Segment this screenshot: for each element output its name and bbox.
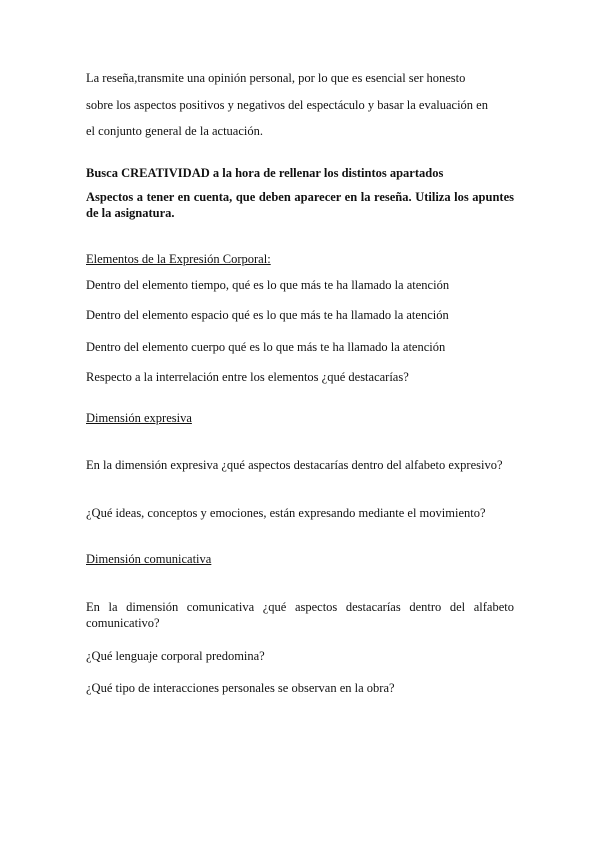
intro-line-2: sobre los aspectos positivos y negativos del espectáculo y basar la evaluación en: [86, 98, 488, 112]
question-lenguaje-corporal: ¿Qué lenguaje corporal predomina?: [86, 649, 265, 663]
question-tiempo: Dentro del elemento tiempo, qué es lo que más te ha llamado la atención: [86, 278, 450, 292]
intro-line-1: La reseña,transmite una opinión personal, por lo que es esencial ser honesto: [86, 71, 466, 85]
question-interrelacion: Respecto a la interrelación entre los elementos ¿qué destacarías?: [86, 370, 409, 384]
creatividad-note: Busca CREATIVIDAD a la hora de rellenar los distintos apartados: [86, 166, 444, 180]
question-cuerpo: Dentro del elemento cuerpo qué es lo que más te ha llamado la atención: [86, 340, 446, 354]
section-heading-comunicativa: Dimensión comunicativa: [86, 552, 212, 566]
question-alfabeto-expresivo: En la dimensión expresiva ¿qué aspectos destacarías dentro del alfabeto expresivo?: [86, 458, 503, 472]
aspectos-note: Aspectos a tener en cuenta, que deben aparecer en la reseña. Utiliza los apuntes de la asignatura.: [86, 190, 514, 220]
question-espacio: Dentro del elemento espacio qué es lo que más te ha llamado la atención: [86, 308, 449, 322]
intro-line-3: el conjunto general de la actuación.: [86, 124, 264, 138]
section-heading-elementos: Elementos de la Expresión Corporal:: [86, 252, 271, 266]
section-heading-expresiva: Dimensión expresiva: [86, 411, 192, 425]
question-ideas-emociones: ¿Qué ideas, conceptos y emociones, están expresando mediante el movimiento?: [86, 506, 486, 520]
question-alfabeto-comunicativo: En la dimensión comunicativa ¿qué aspectos destacarías dentro del alfabeto comunicativo?: [86, 600, 514, 630]
question-interacciones: ¿Qué tipo de interacciones personales se observan en la obra?: [86, 681, 395, 695]
